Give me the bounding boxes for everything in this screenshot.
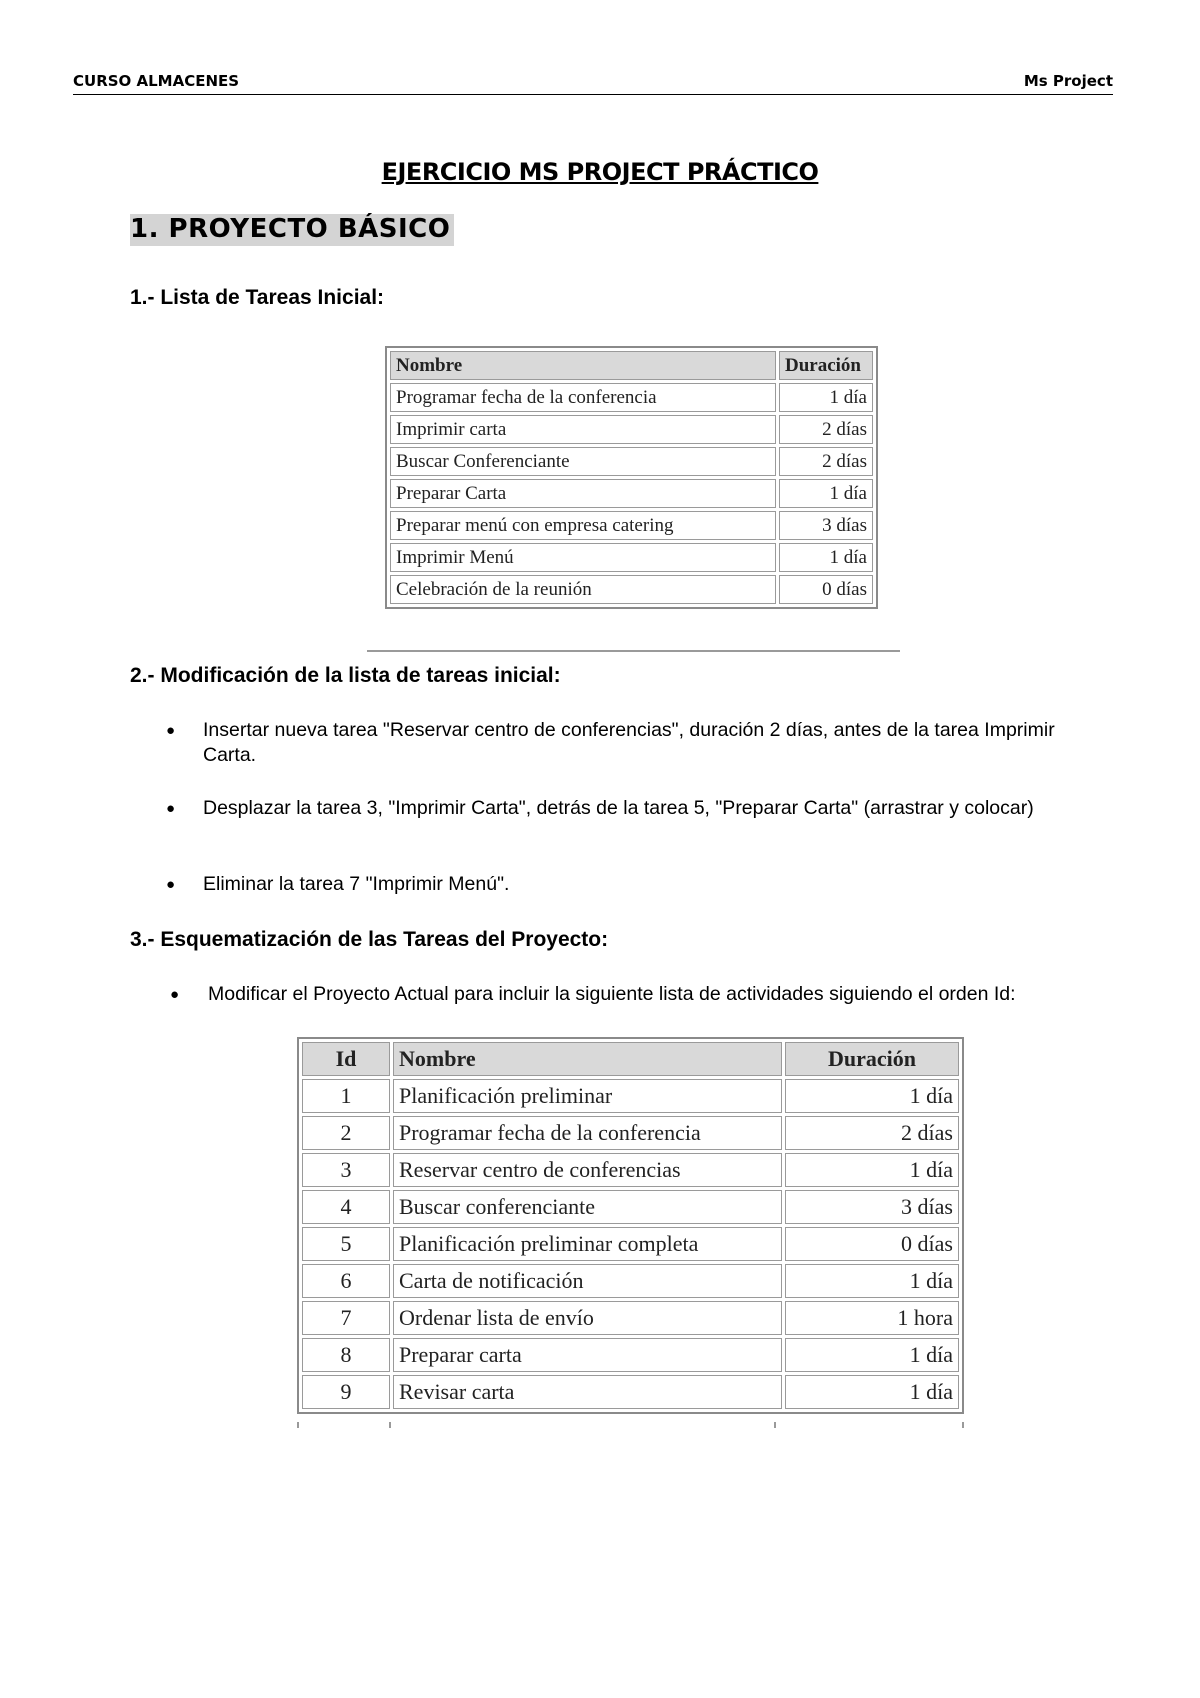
table-row [302,1079,959,1113]
column-header-name: Nombre [390,351,776,380]
task-name-cell: Planificación preliminar completa [393,1227,782,1261]
column-header-name: Nombre [393,1042,782,1076]
task-duration-cell: 3 días [779,511,873,540]
table-row [302,1338,959,1372]
table-row [390,415,873,444]
table-row [302,1227,959,1261]
task-duration-cell: 2 días [779,415,873,444]
task-id-cell: 7 [302,1301,390,1335]
bullet-item: Insertar nueva tarea "Reservar centro de conferencias", duración 2 días, antes de la tarea Imprimir Carta. [203,719,1055,766]
task-duration-cell: 0 días [785,1227,959,1261]
column-header-id: Id [302,1042,390,1076]
project-activity-table [297,1037,964,1414]
header-course: CURSO ALMACENES [73,72,240,90]
task-name-cell: Preparar carta [393,1338,782,1372]
table-header-row [302,1042,959,1076]
task-name-cell: Celebración de la reunión [390,575,776,604]
bullet-item: Eliminar la tarea 7 "Imprimir Menú". [203,873,510,895]
task-name-cell: Revisar carta [393,1375,782,1409]
task-duration-cell: 1 día [785,1375,959,1409]
bullet-icon: ● [170,986,180,1003]
task-duration-cell: 1 día [779,543,873,572]
task-name-cell: Preparar Carta [390,479,776,508]
table-header-row [390,351,873,380]
column-header-duration: Duración [779,351,873,380]
task-name-cell: Planificación preliminar [393,1079,782,1113]
task-duration-cell: 1 hora [785,1301,959,1335]
table-row [390,575,873,604]
task-name-cell: Buscar Conferenciante [390,447,776,476]
task-duration-cell: 3 días [785,1190,959,1224]
task-name-cell: Preparar menú con empresa catering [390,511,776,540]
task-duration-cell: 1 día [785,1079,959,1113]
task-name-cell: Ordenar lista de envío [393,1301,782,1335]
task-id-cell: 8 [302,1338,390,1372]
bullet-item: Desplazar la tarea 3, "Imprimir Carta", detrás de la tarea 5, "Preparar Carta" (arrastrar y colocar) [203,797,1034,819]
bullet-icon: ● [166,876,176,893]
task-name-cell: Programar fecha de la conferencia [393,1116,782,1150]
table-row [302,1264,959,1298]
task-id-cell: 2 [302,1116,390,1150]
task-duration-cell: 1 día [779,479,873,508]
table-row [302,1153,959,1187]
initial-task-table [385,346,878,609]
task-name-cell: Programar fecha de la conferencia [390,383,776,412]
table-row [390,511,873,540]
bullet-icon: ● [166,722,176,739]
task-duration-cell: 1 día [785,1153,959,1187]
task-name-cell: Reservar centro de conferencias [393,1153,782,1187]
section-heading: 1. PROYECTO BÁSICO [130,214,454,246]
task-name-cell: Imprimir carta [390,415,776,444]
table-row [390,447,873,476]
header-topic: Ms Project [1023,72,1113,90]
table-row [302,1375,959,1409]
task-id-cell: 9 [302,1375,390,1409]
task-id-cell: 5 [302,1227,390,1261]
task-name-cell: Buscar conferenciante [393,1190,782,1224]
task-id-cell: 4 [302,1190,390,1224]
table-row [302,1301,959,1335]
task-id-cell: 3 [302,1153,390,1187]
column-header-duration: Duración [785,1042,959,1076]
table-row [390,383,873,412]
page-header [73,72,1113,95]
task-duration-cell: 1 día [779,383,873,412]
bullet-item: Modificar el Proyecto Actual para incluir la siguiente lista de actividades siguiendo el orden Id: [208,983,1016,1005]
task-name-cell: Carta de notificación [393,1264,782,1298]
heading-modification: 2.- Modificación de la lista de tareas inicial: [130,664,561,687]
heading-task-list: 1.- Lista de Tareas Inicial: [130,286,385,309]
heading-outline: 3.- Esquematización de las Tareas del Proyecto: [130,928,609,951]
divider-line [367,650,900,652]
table-continuation-edge [297,1422,964,1428]
bullet-icon: ● [166,800,176,817]
task-id-cell: 6 [302,1264,390,1298]
task-duration-cell: 1 día [785,1338,959,1372]
task-duration-cell: 2 días [779,447,873,476]
task-duration-cell: 2 días [785,1116,959,1150]
table-row [390,479,873,508]
table-row [302,1190,959,1224]
task-duration-cell: 0 días [779,575,873,604]
document-title: EJERCICIO MS PROJECT PRÁCTICO [381,158,819,186]
task-name-cell: Imprimir Menú [390,543,776,572]
table-row [390,543,873,572]
task-id-cell: 1 [302,1079,390,1113]
table-row [302,1116,959,1150]
task-duration-cell: 1 día [785,1264,959,1298]
